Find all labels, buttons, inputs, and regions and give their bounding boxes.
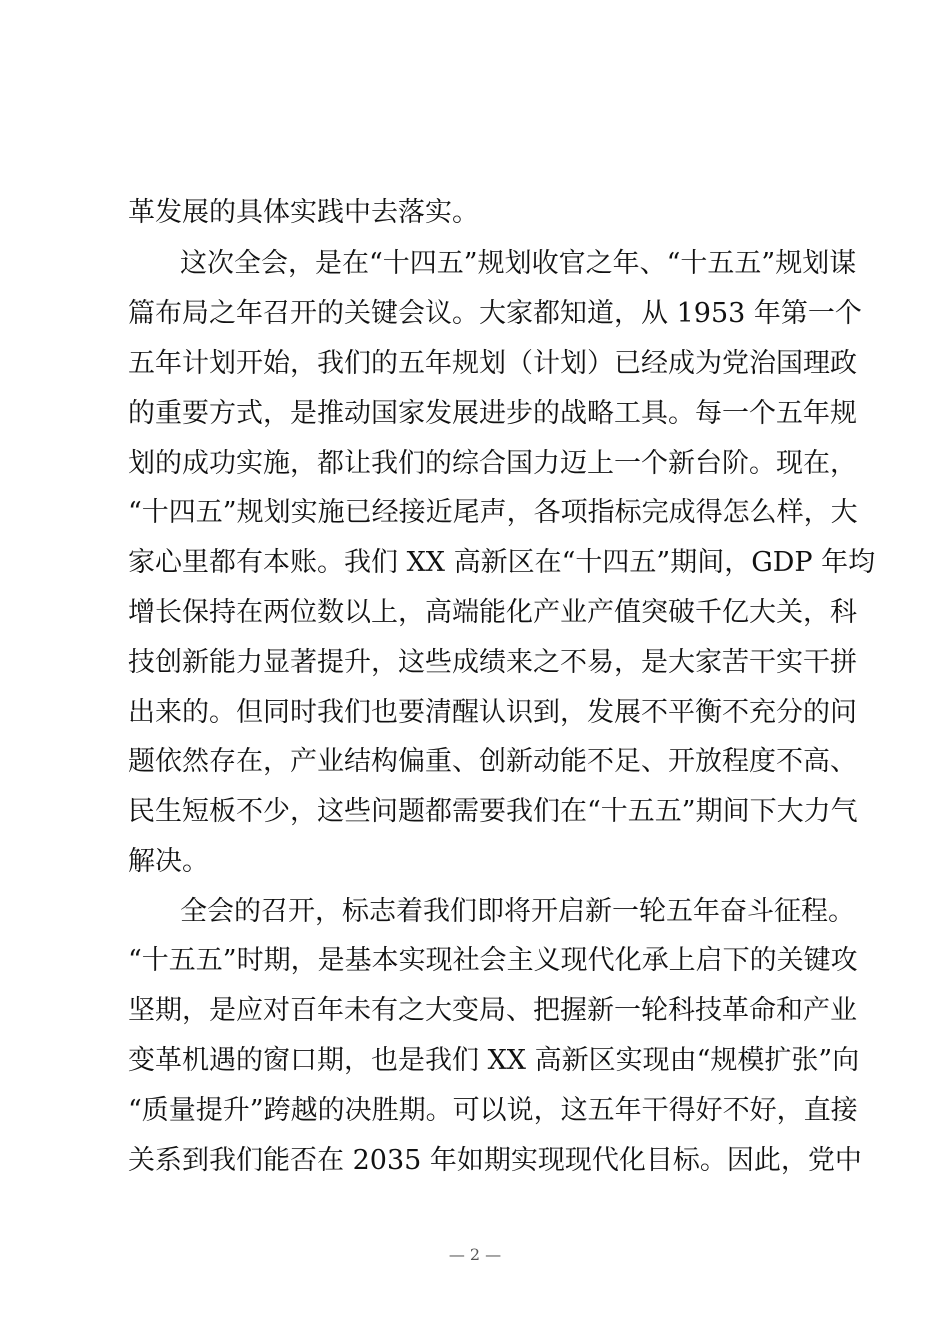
- text-line: “十五五”时期，是基本实现社会主义现代化承上启下的关键攻: [128, 945, 858, 976]
- text-line: 变革机遇的窗口期，也是我们 XX 高新区实现由“规模扩张”向: [128, 1045, 860, 1076]
- paragraph-first-line: 全会的召开，标志着我们即将开启新一轮五年奋斗征程。: [180, 896, 855, 927]
- text-line: 篇布局之年召开的关键会议。大家都知道，从 1953 年第一个: [128, 298, 862, 329]
- text-line: 划的成功实施，都让我们的综合国力迈上一个新台阶。现在，: [128, 448, 857, 479]
- text-line: 民生短板不少，这些问题都需要我们在“十五五”期间下大力气: [128, 796, 858, 827]
- page-number: — 2 —: [448, 1245, 502, 1264]
- text-line: 解决。: [128, 846, 209, 877]
- paragraph-first-line: 这次全会，是在“十四五”规划收官之年、“十五五”规划谋: [180, 248, 857, 279]
- text-line: 关系到我们能否在 2035 年如期实现现代化目标。因此，党中: [128, 1145, 862, 1176]
- text-line: 的重要方式，是推动国家发展进步的战略工具。每一个五年规: [128, 398, 857, 429]
- text-line: 出来的。但同时我们也要清醒认识到，发展不平衡不充分的问: [128, 697, 857, 728]
- text-line: 增长保持在两位数以上，高端能化产业产值突破千亿大关，科: [128, 597, 857, 628]
- text-line: “质量提升”跨越的决胜期。可以说，这五年干得好不好，直接: [128, 1095, 858, 1126]
- text-line: “十四五”规划实施已经接近尾声，各项指标完成得怎么样，大: [128, 497, 858, 528]
- text-line: 革发展的具体实践中去落实。: [128, 197, 479, 228]
- text-line: 坚期，是应对百年未有之大变局、把握新一轮科技革命和产业: [128, 995, 857, 1026]
- text-line: 题依然存在，产业结构偏重、创新动能不足、开放程度不高、: [128, 746, 857, 777]
- text-line: 五年计划开始，我们的五年规划（计划）已经成为党治国理政: [128, 348, 857, 379]
- text-line: 技创新能力显著提升，这些成绩来之不易，是大家苦干实干拼: [128, 647, 857, 678]
- text-line: 家心里都有本账。我们 XX 高新区在“十四五”期间，GDP 年均: [128, 547, 876, 578]
